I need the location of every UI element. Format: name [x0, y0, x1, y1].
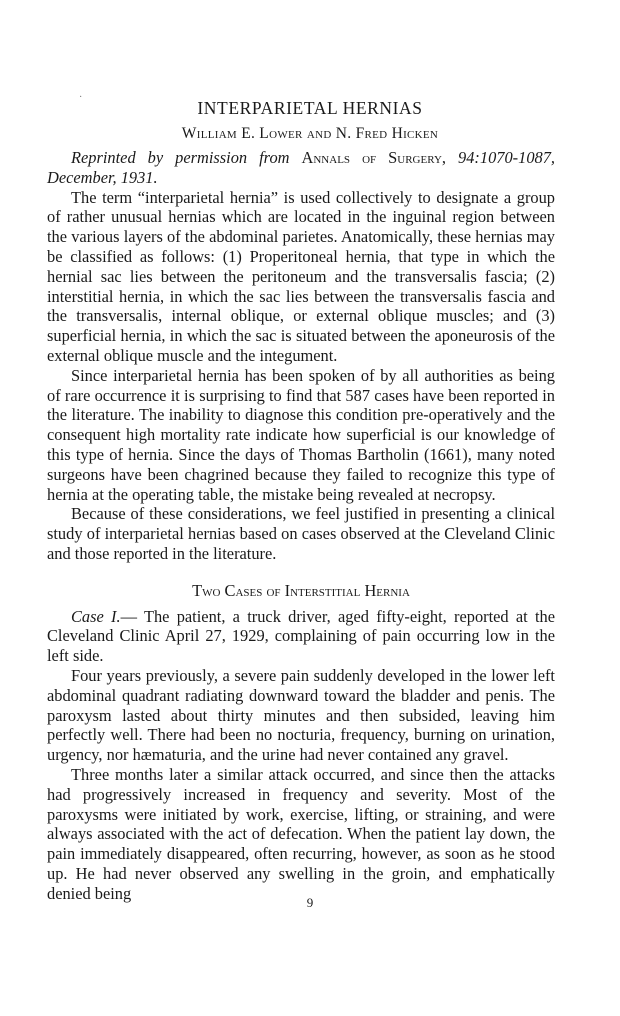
case-paragraph [47, 607, 555, 666]
article-title: INTERPARIETAL HERNIAS [197, 98, 423, 118]
case-text: — The patient, a truck driver, aged fifty-eight, reported at the Cleveland Clinic April 27, 1929, complaining of pain occurring low in the left side. [47, 606, 556, 666]
reprint-prefix: Reprinted by permission from [71, 148, 290, 167]
article-authors: William E. Lower and N. Fred Hicken [181, 125, 439, 142]
paragraph: Because of these considerations, we feel justified in presenting a clinical study of interparietal hernias based on cases observed at the Cleveland Clinic and those reported in the literature. [47, 504, 555, 563]
reprint-journal: Annals of Surgery, [301, 148, 446, 167]
paragraph: Four years previously, a severe pain suddenly developed in the lower left abdominal quadrant radiating downward toward the bladder and penis. The paroxysm lasted about thirty minutes and then subsided, leaving him perfectly well. There had been no nocturia, frequency, burning on urination, urgency, nor hæmaturia, and the urine had never contained any gravel. [47, 665, 555, 765]
margin-dot: · [79, 92, 83, 103]
case-label: Case I. [71, 606, 121, 626]
reprint-note [47, 148, 555, 188]
paragraph: Since interparietal hernia has been spoken of by all authorities as being of rare occurrence it is surprising to find that 587 cases have been reported in the literature. The inability to diagnose this condition pre-operatively and the consequent high mortality rate indicate how superficial is our knowledge of this type of hernia. Since the days of Thomas Bartholin (1661), many noted surgeons have been chagrined because they failed to recognize this type of hernia at the operating table, the mistake being revealed at necropsy. [47, 365, 555, 504]
page-number: 9 [306, 895, 314, 910]
article-body [47, 148, 555, 903]
reprint-citation: 94:1070-1087, December, 1931. [47, 148, 555, 187]
paragraph: The term “interparietal hernia” is used collectively to designate a group of rather unusual hernias which are located in the inguinal region between the various layers of the abdominal parietes. Anatomically, these hernias may be classified as follows: (1) Properitoneal hernia, that type in which the hernial sac lies between the peritoneum and the transversalis fascia; (2) interstitial hernia, in which the sac lies between the transversalis fascia and the transversalis, internal oblique, or external oblique muscles; and (3) superficial hernia, in which the sac is situated between the aponeurosis of the external oblique muscle and the integument. [47, 187, 555, 365]
paragraph: Three months later a similar attack occurred, and since then the attacks had progressively increased in frequency and severity. Most of the paroxysms were initiated by work, exercise, lifting, or straining, and were always associated with the act of defecation. When the patient lay down, the pain immediately disappeared, often recurring, however, as soon as he stood up. He had never observed any swelling in the groin, and emphatically denied being [47, 764, 555, 903]
section-heading: Two Cases of Interstitial Hernia [192, 580, 410, 600]
